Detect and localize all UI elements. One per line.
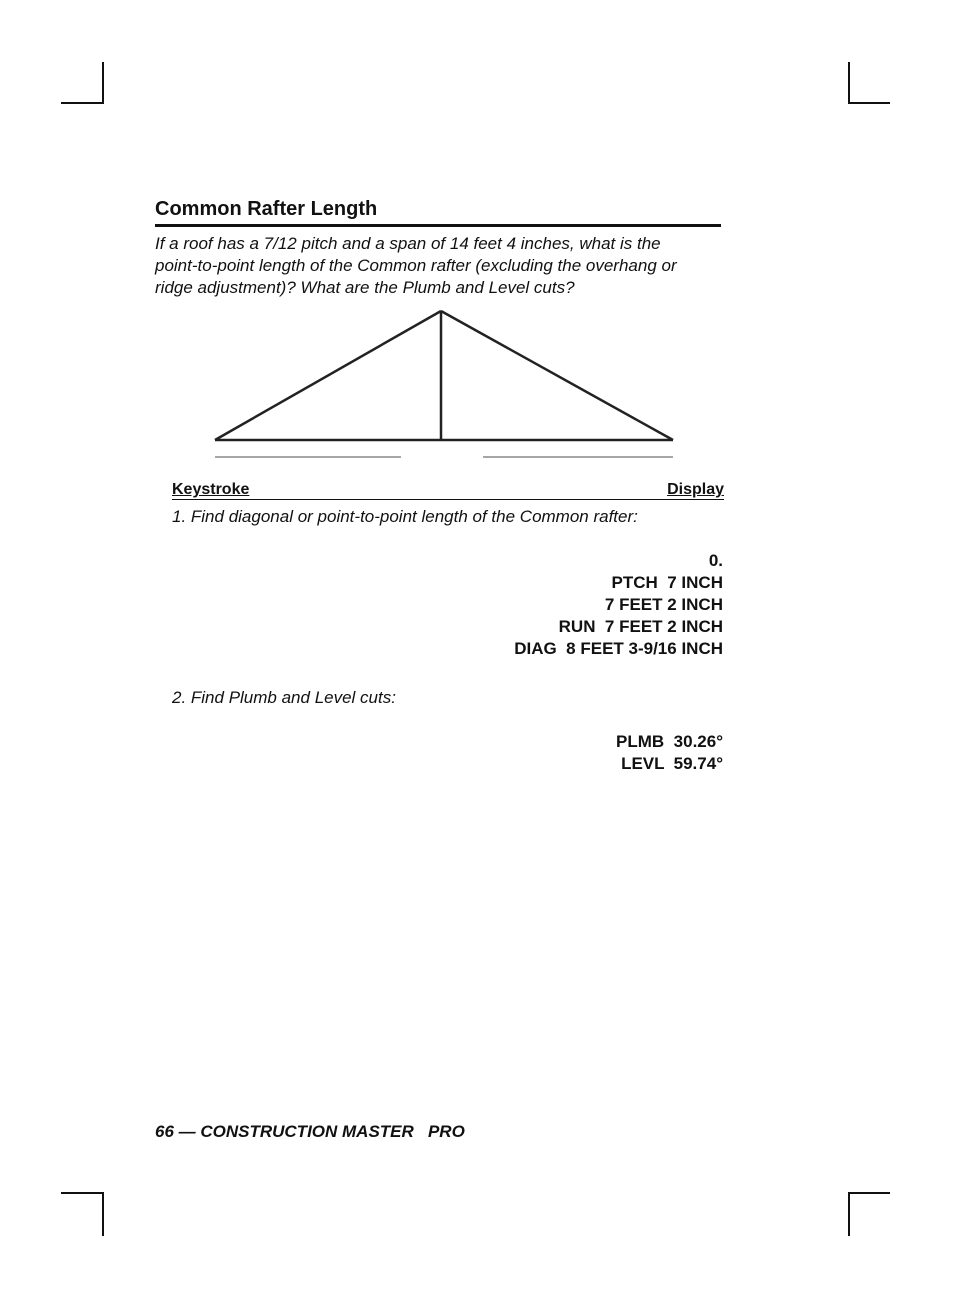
crop-mark-top-right-horizontal [848, 102, 890, 104]
crop-mark-bottom-right-vertical [848, 1192, 850, 1236]
display-value: LEVL 59.74° [621, 754, 723, 773]
problem-statement [155, 233, 721, 299]
display-value: 0. [708, 551, 723, 570]
step-2-displays [616, 731, 723, 775]
left-rafter [215, 311, 441, 440]
step-1-displays [514, 550, 723, 660]
display-value: 7 FEET 2 INCH [604, 595, 723, 614]
page-title: Common Rafter Length [155, 197, 721, 227]
problem-line: If a roof has a 7/12 pitch and a span of 14 feet 4 inches, what is the [155, 234, 661, 253]
step-2-instruction: 2. Find Plumb and Level cuts: [172, 688, 396, 707]
problem-line: point-to-point length of the Common rafter (excluding the overhang or [155, 256, 677, 275]
step-1-instruction: 1. Find diagonal or point-to-point length of the Common rafter: [172, 507, 638, 526]
display-value: PLMB 30.26° [616, 732, 723, 751]
display-value: PTCH 7 INCH [611, 573, 723, 592]
problem-line: ridge adjustment)? What are the Plumb and Level cuts? [155, 278, 575, 297]
right-rafter [441, 311, 673, 440]
display-value: DIAG 8 FEET 3-9/16 INCH [514, 639, 723, 658]
display-header: Display [667, 481, 724, 498]
keystroke-header: Keystroke [172, 481, 250, 498]
roof-truss-diagram [205, 305, 685, 465]
display-value: RUN 7 FEET 2 INCH [558, 617, 723, 636]
table-header [172, 480, 724, 500]
crop-mark-bottom-left-vertical [102, 1192, 104, 1236]
crop-mark-top-left-vertical [102, 62, 104, 104]
truss-outline [215, 311, 673, 440]
crop-mark-top-right-vertical [848, 62, 850, 104]
crop-mark-bottom-left-horizontal [61, 1192, 104, 1194]
page-footer: 66 — CONSTRUCTION MASTER PRO [155, 1122, 465, 1141]
crop-mark-bottom-right-horizontal [848, 1192, 890, 1194]
crop-mark-top-left-horizontal [61, 102, 104, 104]
